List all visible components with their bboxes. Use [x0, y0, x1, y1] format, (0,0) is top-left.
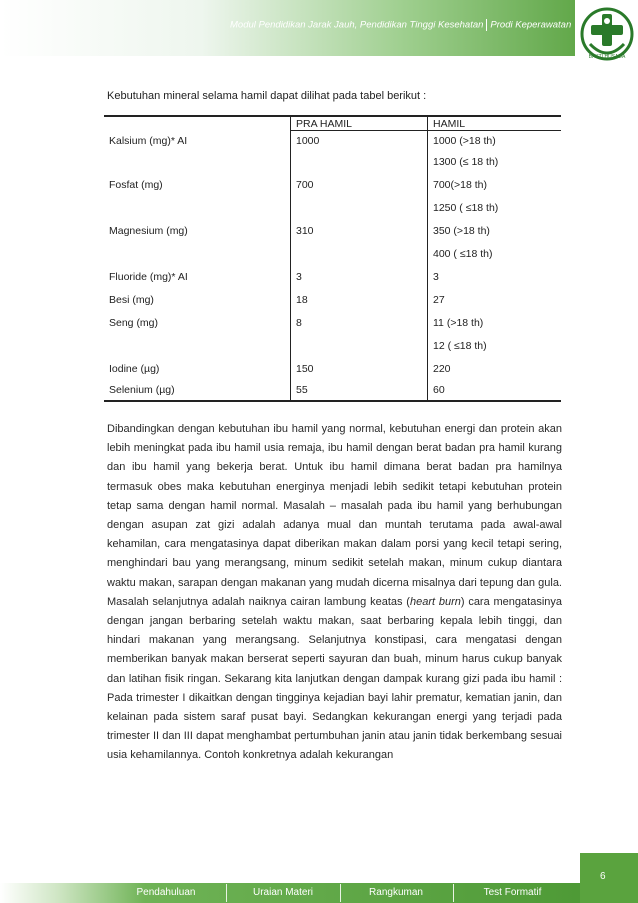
table-row — [104, 151, 561, 174]
cell-hamil: 3 — [428, 266, 562, 289]
cell-mineral: Fluoride (mg)* AI — [109, 271, 188, 283]
cell-mineral: Seng (mg) — [109, 317, 159, 329]
nav-divider — [453, 884, 454, 902]
header-hamil: HAMIL — [428, 116, 562, 131]
cell-mineral: Fosfat (mg) — [109, 179, 163, 191]
table-row — [104, 289, 561, 312]
cell-hamil: 27 — [428, 289, 562, 312]
table-row — [104, 312, 561, 335]
cell-pra-hamil: 1000 — [291, 131, 428, 152]
table-row — [104, 131, 561, 152]
cell-hamil: 350 (>18 th) — [428, 220, 562, 243]
table-row — [104, 197, 561, 220]
cell-hamil: 700(>18 th) — [428, 174, 562, 197]
cell-mineral — [104, 197, 291, 220]
cell-pra-hamil: 8 — [291, 312, 428, 335]
cell-hamil: 1000 (>18 th) — [428, 131, 562, 152]
table-row — [104, 381, 561, 401]
cell-pra-hamil: 18 — [291, 289, 428, 312]
table-intro: Kebutuhan mineral selama hamil dapat dilihat pada tabel berikut : — [107, 90, 427, 102]
cell-pra-hamil — [291, 197, 428, 220]
cell-hamil: 1250 ( ≤18 th) — [428, 197, 562, 220]
bakti-husada-logo — [578, 6, 636, 68]
header-title — [230, 19, 571, 31]
cell-mineral — [104, 335, 291, 358]
table-header-row — [104, 116, 561, 131]
program-name: Prodi Keperawatan — [490, 19, 572, 31]
nav-rangkuman[interactable]: Rangkuman — [369, 887, 423, 898]
header-divider — [486, 19, 487, 31]
table-row — [104, 335, 561, 358]
cell-mineral: Kalsium (mg)* AI — [109, 134, 188, 147]
nav-test-formatif[interactable]: Test Formatif — [483, 887, 542, 898]
cell-hamil: 1300 (≤ 18 th) — [428, 151, 562, 174]
table-row — [104, 174, 561, 197]
body-italic-term: heart burn — [409, 595, 461, 608]
mineral-table — [104, 115, 561, 402]
header-mineral — [104, 116, 291, 131]
cell-pra-hamil: 150 — [291, 358, 428, 381]
table-row — [104, 243, 561, 266]
cell-mineral: Besi (mg) — [109, 294, 154, 306]
nav-divider — [226, 884, 227, 902]
cell-mineral — [104, 243, 291, 266]
cell-pra-hamil — [291, 151, 428, 174]
page-number: 6 — [600, 871, 606, 882]
cell-pra-hamil: 310 — [291, 220, 428, 243]
nav-pendahuluan[interactable]: Pendahuluan — [136, 887, 196, 898]
cell-mineral: Selenium (µg) — [104, 381, 291, 401]
body-text-2: ) cara mengatasinya dengan jangan berbaring setelah waktu makan, saat berbaring kepala lebih tinggi, dan hindari makanan yang merangsang. Selanjutnya konstipasi, cara mengatasi dengan memberikan banyak makan berserat seperti sayuran dan buah, minum harus cukup banyak dan latihan fisik ringan. Sekarang kita lanjutkan dengan dampak kurang gizi pada ibu hamil : Pada trimester I dikaitkan dengan tingginya kejadian bayi lahir prematur, kematian janin, dan kelainan pada sistem saraf pusat bayi. Sedangkan kekurangan energi yang terjadi pada trimester II dan III dapat menghambat pertumbuhan janin atau janin tidak berkembang sesuai usia kehamilannya. Contoh konkretnya adalah kekurangan — [107, 595, 562, 762]
cell-hamil: 60 — [428, 381, 562, 401]
cell-mineral: Iodine (µg) — [109, 363, 160, 375]
cell-mineral — [104, 151, 291, 174]
table-row — [104, 358, 561, 381]
cell-hamil: 220 — [428, 358, 562, 381]
nav-divider — [340, 884, 341, 902]
table-row — [104, 266, 561, 289]
cell-pra-hamil — [291, 243, 428, 266]
body-paragraph — [107, 420, 562, 766]
page-number-box — [580, 853, 638, 903]
body-text-1: Dibandingkan dengan kebutuhan ibu hamil yang normal, kebutuhan energi dan protein akan lebih meningkat pada ibu hamil usia remaja, ibu hamil dengan berat badan pra hamil kurang dan ibu hamil yang bekerja berat. Untuk ibu hamil dimana berat badan pra hamilnya termasuk obes maka kebutuhan energinya menjadi lebih sedikit tetapi kebutuhan protein tetap sama dengan hamil normal. Masalah – masalah pada ibu hamil yang berhubungan dengan asupan zat gizi adalah adanya mual dan muntah terutama pada awal-awal kehamilan, cara mengatasinya dapat diberikan makan dalam porsi yang kecil tetapi sering, menghindari bau yang merangsang, minum sedikit setelah makan, minum cukup diantara waktu makan, sarapan dengan makanan yang mudah dicerna misalnya dari tepung dan gula. Masalah selanjutnya adalah naiknya cairan lambung keatas ( — [107, 423, 562, 608]
table-row — [104, 220, 561, 243]
header-pra-hamil: PRA HAMIL — [291, 116, 428, 131]
cell-pra-hamil: 55 — [291, 381, 428, 401]
cell-hamil: 11 (>18 th) — [428, 312, 562, 335]
cell-hamil: 400 ( ≤18 th) — [428, 243, 562, 266]
nav-uraian-materi[interactable]: Uraian Materi — [252, 887, 314, 898]
cell-pra-hamil: 3 — [291, 266, 428, 289]
module-title: Modul Pendidikan Jarak Jauh, Pendidikan Tinggi Kesehatan — [230, 19, 484, 31]
cell-hamil: 12 ( ≤18 th) — [428, 335, 562, 358]
cell-mineral: Magnesium (mg) — [109, 225, 188, 237]
cell-pra-hamil — [291, 335, 428, 358]
svg-text:BAKTI HUSADA: BAKTI HUSADA — [588, 54, 626, 60]
cell-pra-hamil: 700 — [291, 174, 428, 197]
